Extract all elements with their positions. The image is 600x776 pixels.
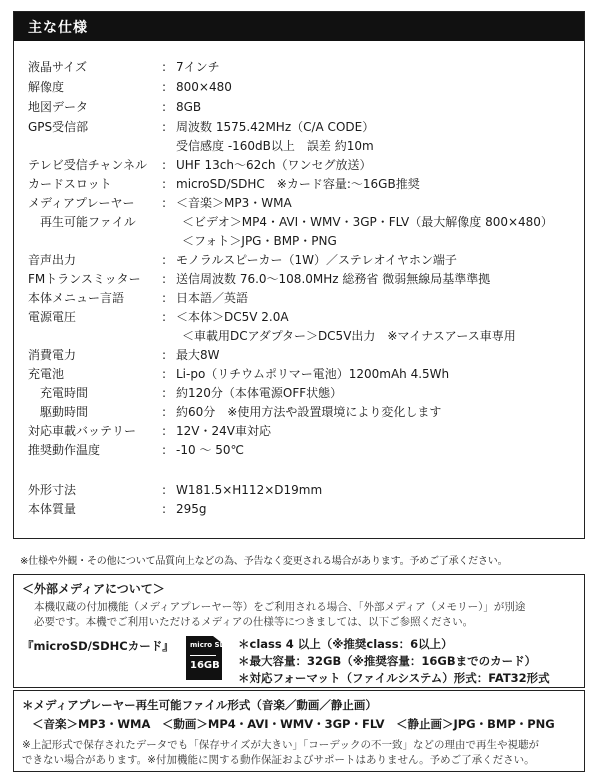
spec-value: 7インチ — [176, 60, 220, 74]
spec-label: 地図データ — [28, 100, 89, 114]
spec-colon: : — [162, 60, 167, 74]
spec-label: 充電時間 — [40, 386, 89, 400]
spec-colon: : — [162, 310, 167, 324]
spec-label: 音声出力 — [28, 253, 77, 267]
spec-colon: : — [162, 100, 167, 114]
spec-row — [0, 402, 600, 422]
spec-colon: : — [162, 348, 167, 362]
spec-label: 本体メニュー言語 — [28, 291, 125, 305]
spec-value: 約60分 ※使用方法や設置環境により変化します — [176, 405, 442, 419]
card-requirement: ＊最大容量：32GB（※推奨容量：16GBまでのカード） — [238, 654, 537, 668]
spec-row — [0, 364, 600, 384]
spec-value: ＜車載用DCアダプター＞DC5V出力 ※マイナスアース車専用 — [182, 329, 516, 343]
spec-row — [0, 212, 600, 232]
spec-value: microSD/SDHC ※カード容量:～16GB推奨 — [176, 177, 420, 191]
spec-label: 解像度 — [28, 80, 65, 94]
spec-label: テレビ受信チャンネル — [28, 158, 148, 172]
spec-title: 主な仕様 — [28, 20, 88, 36]
spec-value: ＜ビデオ＞MP4・AVI・WMV・3GP・FLV（最大解像度 800×480） — [182, 215, 553, 229]
spec-row — [0, 193, 600, 213]
spec-row — [0, 307, 600, 327]
spec-value: 周波数 1575.42MHz（C/A CODE） — [176, 120, 375, 134]
spec-value: 295g — [176, 502, 207, 516]
spec-colon: : — [162, 502, 167, 516]
spec-row — [0, 250, 600, 270]
spec-row — [0, 383, 600, 403]
spec-value: 受信感度 -160dB以上 誤差 約10m — [176, 139, 374, 153]
spec-label: 駆動時間 — [40, 405, 89, 419]
spec-row — [0, 97, 600, 117]
spec-label: 再生可能ファイル — [40, 215, 136, 229]
spec-colon: : — [162, 177, 167, 191]
spec-colon: : — [162, 253, 167, 267]
spec-row-continued — [0, 326, 600, 346]
spec-row-continued — [0, 231, 600, 251]
spec-row — [0, 499, 600, 519]
spec-row — [0, 421, 600, 441]
spec-colon: : — [162, 158, 167, 172]
card-requirement: ＊対応フォーマット（ファイルシステム）形式：FAT32形式 — [238, 671, 550, 685]
spec-value: 12V・24V車対応 — [176, 424, 271, 438]
spec-value: W181.5×H112×D19mm — [176, 483, 323, 497]
card-requirement: ＊class 4 以上（※推奨class：6以上） — [238, 637, 453, 651]
spec-label: 本体質量 — [28, 502, 77, 516]
spec-label: FMトランスミッター — [28, 272, 141, 286]
card-type-label: 『microSD/SDHCカード』 — [22, 639, 174, 653]
spec-colon: : — [162, 367, 167, 381]
file-formats-list: ＜音楽＞MP3・WMA ＜動画＞MP4・AVI・WMV・3GP・FLV ＜静止画＞JPG・BMP・PNG — [32, 717, 555, 731]
spec-label: 外形寸法 — [28, 483, 77, 497]
spec-colon: : — [162, 405, 167, 419]
spec-label: カードスロット — [28, 177, 112, 191]
file-formats-note: できない場合があります。※付加機能に関する動作保証およびサポートはありません。予めご了承ください。 — [22, 754, 535, 766]
spec-row — [0, 345, 600, 365]
spec-row — [0, 57, 600, 77]
spec-colon: : — [162, 272, 167, 286]
spec-value: Li-po（リチウムポリマー電池）1200mAh 4.5Wh — [176, 367, 450, 381]
spec-colon: : — [162, 483, 167, 497]
spec-value: 8GB — [176, 100, 202, 114]
spec-label: 電源電圧 — [28, 310, 77, 324]
spec-label: 推奨動作温度 — [28, 443, 101, 457]
external-media-body: 本機収蔵の付加機能（メディアプレーヤー等）をご利用される場合、「外部メディア（メモリー）」が別途 — [34, 601, 526, 613]
spec-colon: : — [162, 120, 167, 134]
spec-label: メディアプレーヤー — [28, 196, 135, 210]
spec-value: 約120分（本体電源OFF状態） — [176, 386, 343, 400]
spec-row — [0, 440, 600, 460]
spec-colon: : — [162, 196, 167, 210]
spec-colon: : — [162, 424, 167, 438]
file-formats-title: ＊メディアプレーヤー再生可能ファイル形式（音楽／動画／静止画） — [22, 698, 377, 712]
spec-header-bar — [14, 12, 584, 41]
microsd-divider — [190, 655, 216, 656]
spec-row-continued — [0, 136, 600, 156]
spec-label: 対応車載バッテリー — [28, 424, 137, 438]
spec-value: ＜音楽＞MP3・WMA — [176, 196, 292, 210]
spec-value: -10 ～ 50℃ — [176, 443, 244, 457]
spec-colon: : — [162, 80, 167, 94]
spec-label: 液晶サイズ — [28, 60, 88, 74]
spec-row — [0, 269, 600, 289]
spec-colon: : — [162, 386, 167, 400]
spec-row — [0, 480, 600, 500]
spec-value: モノラルスピーカー（1W）／ステレオイヤホン端子 — [176, 253, 457, 267]
spec-row — [0, 155, 600, 175]
spec-label: GPS受信部 — [28, 120, 89, 134]
file-formats-note: ※上記形式で保存されたデータでも「保存サイズが大きい」「コーデックの不一致」などの理由で再生や視聴が — [22, 739, 539, 751]
microsd-logo: micro SD — [190, 641, 226, 649]
external-media-title: ＜外部メディアについて＞ — [22, 582, 165, 596]
spec-colon: : — [162, 443, 167, 457]
spec-row — [0, 77, 600, 97]
spec-value: 800×480 — [176, 80, 232, 94]
spec-row — [0, 117, 600, 137]
spec-value: 最大8W — [176, 348, 220, 362]
microsd-capacity: 16GB — [190, 660, 220, 671]
spec-label: 消費電力 — [28, 348, 77, 362]
spec-row — [0, 174, 600, 194]
external-media-body: 必要です。本機でご利用いただけるメディアの仕様等につきましては、以下ご参照ください。 — [34, 616, 474, 628]
spec-colon: : — [162, 291, 167, 305]
spec-value: 日本語／英語 — [176, 291, 249, 305]
spec-value: UHF 13ch～62ch（ワンセグ放送） — [176, 158, 372, 172]
spec-label: 充電池 — [28, 367, 65, 381]
spec-value: ＜フォト＞JPG・BMP・PNG — [182, 234, 337, 248]
spec-value: ＜本体＞DC5V 2.0A — [176, 310, 289, 324]
spec-value: 送信周波数 76.0～108.0MHz 総務省 微弱無線局基準準拠 — [176, 272, 491, 286]
spec-row — [0, 288, 600, 308]
spec-change-note: ※仕様や外観・その他について品質向上などの為、予告なく変更される場合があります。予めご了承ください。 — [20, 556, 508, 567]
